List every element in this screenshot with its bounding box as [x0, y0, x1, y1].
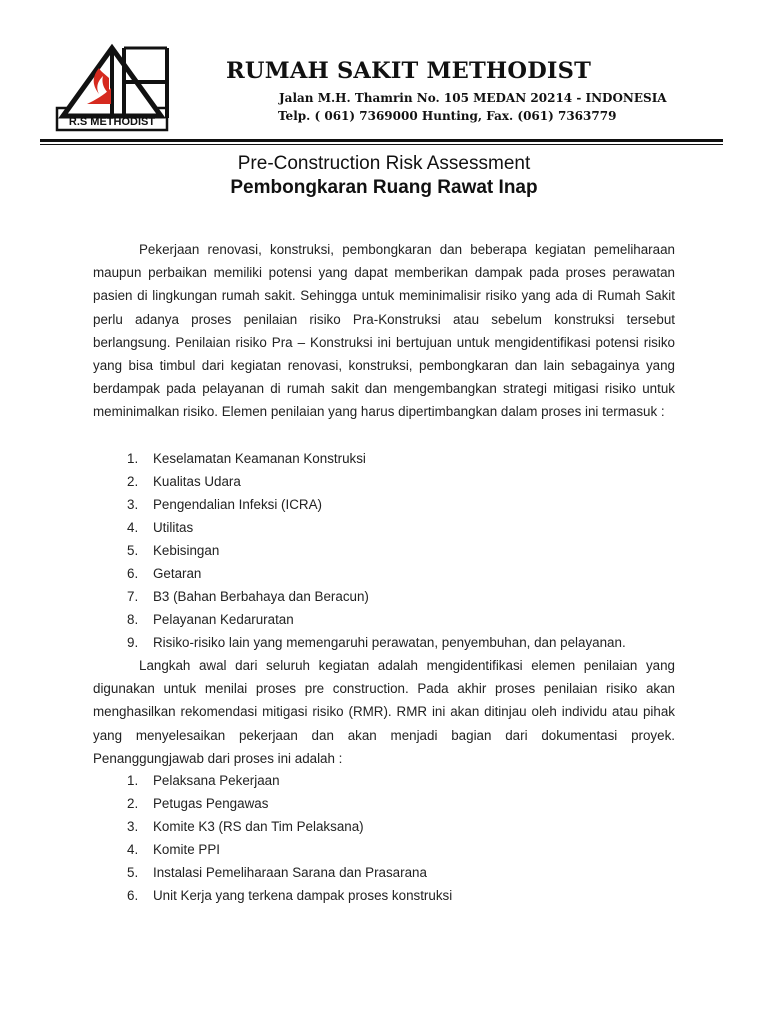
list-item [93, 861, 675, 884]
list-item [93, 884, 675, 907]
list-item-text: Pelayanan Kedaruratan [153, 612, 294, 627]
list-item-text: B3 (Bahan Berbahaya dan Beracun) [153, 589, 369, 604]
list-item [93, 585, 675, 608]
list-item-text: Risiko-risiko lain yang memengaruhi perawatan, penyembuhan, dan pelayanan. [153, 635, 626, 650]
list-item-text: Kualitas Udara [153, 474, 241, 489]
hospital-address: Jalan M.H. Thamrin No. 105 MEDAN 20214 - INDONESIA [279, 91, 667, 105]
document-subtitle: Pembongkaran Ruang Rawat Inap [230, 177, 538, 198]
list-item-number: 5. [127, 865, 139, 880]
list-item-text: Getaran [153, 566, 202, 581]
process-paragraph: Langkah awal dari seluruh kegiatan adalah mengidentifikasi elemen penilaian yang digunakan untuk menilai proses pre construction. Pada akhir proses penilaian risiko akan menghasilkan rekomendasi mitigasi risiko (RMR). RMR ini akan ditinjau oleh individu atau pihak yang menyelesaikan pekerjaan dan akan menjadi bagian dari dokumentasi proyek. Penanggungjawab dari proses ini adalah : [93, 658, 675, 766]
list-item-number: 4. [127, 520, 139, 535]
list-item-number: 7. [127, 589, 139, 604]
list-item-number: 5. [127, 543, 139, 558]
hospital-name: RUMAH SAKIT METHODIST [226, 58, 592, 84]
list-item-number: 2. [127, 474, 139, 489]
list-item-number: 1. [127, 451, 139, 466]
intro-paragraph: Pekerjaan renovasi, konstruksi, pembongkaran dan beberapa kegiatan pemeliharaan maupun perbaikan memiliki potensi yang dapat memberikan dampak pada proses perawatan pasien di lingkungan rumah sakit. Sehingga untuk meminimalisir risiko yang ada di Rumah Sakit perlu adanya proses penilaian risiko Pra-Konstruksi atau sebelum konstruksi tersebut berlangsung. Penilaian risiko Pra – Konstruksi ini bertujuan untuk mengidentifikasi potensi risiko yang bisa timbul dari kegiatan renovasi, konstruksi, pembongkaran dan lain sebagainya yang berdampak pada pelayanan di rumah sakit dan mengembangkan strategi mitigasi risiko untuk meminimalkan risiko. Elemen penilaian yang harus dipertimbangkan dalam proses ini termasuk : [93, 242, 675, 420]
hospital-phone: Telp. ( 061) 7369000 Hunting, Fax. (061) 7363779 [278, 109, 617, 123]
list-item-number: 3. [127, 819, 139, 834]
list-item [93, 838, 675, 861]
intro-paragraph-block [93, 238, 675, 424]
responsibles-list-block [93, 769, 675, 907]
process-paragraph-block [93, 654, 675, 770]
list-item [93, 562, 675, 585]
list-item [93, 539, 675, 562]
list-item [93, 631, 675, 654]
list-item-text: Petugas Pengawas [153, 796, 269, 811]
list-item [93, 470, 675, 493]
list-item-number: 1. [127, 773, 139, 788]
letterhead-rule-thin [40, 144, 723, 145]
list-item-text: Unit Kerja yang terkena dampak proses konstruksi [153, 888, 453, 903]
list-item-number: 3. [127, 497, 139, 512]
assessment-elements-list [93, 447, 675, 654]
list-item [93, 769, 675, 792]
list-item-text: Utilitas [153, 520, 194, 535]
logo-caption: R.S METHODIST [68, 116, 156, 128]
list-item [93, 493, 675, 516]
list-item [93, 792, 675, 815]
letterhead-rule-thick [40, 139, 723, 142]
hospital-logo [55, 42, 195, 134]
list-item [93, 815, 675, 838]
list-item-text: Kebisingan [153, 543, 220, 558]
list-item-number: 6. [127, 888, 139, 903]
list-item-text: Instalasi Pemeliharaan Sarana dan Prasarana [153, 865, 427, 880]
document-title: Pre-Construction Risk Assessment [237, 153, 531, 174]
list-item-text: Komite PPI [153, 842, 220, 857]
assessment-elements-list-block [93, 447, 675, 654]
list-item-number: 2. [127, 796, 139, 811]
list-item-number: 6. [127, 566, 139, 581]
list-item-number: 9. [127, 635, 139, 650]
responsibles-list [93, 769, 675, 907]
letterhead [0, 0, 768, 150]
list-item [93, 608, 675, 631]
list-item-text: Komite K3 (RS dan Tim Pelaksana) [153, 819, 364, 834]
list-item-number: 4. [127, 842, 139, 857]
list-item-number: 8. [127, 612, 139, 627]
list-item [93, 447, 675, 470]
list-item-text: Pelaksana Pekerjaan [153, 773, 280, 788]
list-item-text: Keselamatan Keamanan Konstruksi [153, 451, 366, 466]
list-item-text: Pengendalian Infeksi (ICRA) [153, 497, 322, 512]
list-item [93, 516, 675, 539]
